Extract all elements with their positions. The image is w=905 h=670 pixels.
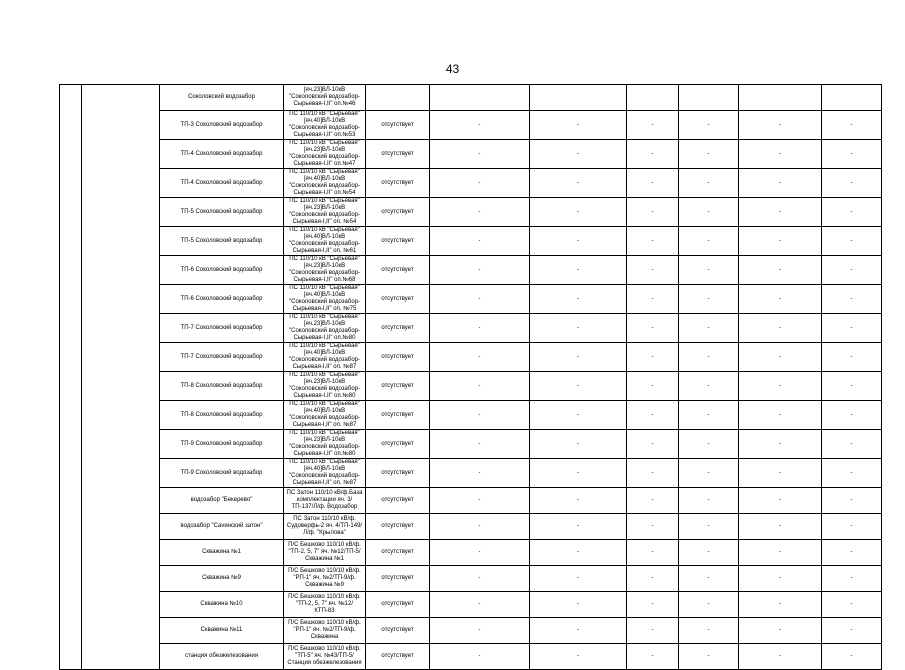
value-cell: - xyxy=(627,459,679,488)
value-cell: - xyxy=(627,514,679,540)
object-name-cell: ТП-9 Соколовский водозабор xyxy=(160,459,284,488)
value-cell: - xyxy=(739,343,822,372)
value-cell: - xyxy=(530,343,627,372)
object-name-cell: Скважина №10 xyxy=(160,592,284,618)
value-cell: - xyxy=(430,256,530,285)
value-cell xyxy=(627,85,679,111)
value-cell xyxy=(430,85,530,111)
value-cell: - xyxy=(627,401,679,430)
value-cell: - xyxy=(739,285,822,314)
value-cell: - xyxy=(627,111,679,140)
value-cell: - xyxy=(679,372,739,401)
value-cell: - xyxy=(679,540,739,566)
status-cell: отсутствует xyxy=(366,256,430,285)
value-cell: - xyxy=(739,401,822,430)
value-cell: - xyxy=(679,488,739,514)
value-cell: - xyxy=(739,514,822,540)
value-cell: - xyxy=(530,514,627,540)
value-cell: - xyxy=(822,459,882,488)
supply-source-cell: ПС 110/10 кВ "Сырьевая" [яч.40]ВЛ-10кВ "Соколовский водозабор-Сырьевая-I,II" оп. №61 xyxy=(284,227,366,256)
value-cell: - xyxy=(627,566,679,592)
value-cell: - xyxy=(627,285,679,314)
supply-source-cell: ПС 110/10 кВ "Сырьевая" [яч.23]ВЛ-10кВ "Соколовский водозабор-Сырьевая-I,II" оп.№47 xyxy=(284,140,366,169)
supply-source-cell: [яч.23]ВЛ-10кВ "Соколовский водозабор-Сырьевая-I,II" оп.№46 xyxy=(284,85,366,111)
table-row xyxy=(60,372,882,401)
supply-source-cell: ПС Затон 110/10 кВ/ф.База комплектации яч. 3/ТП-137/Л/ф. Водозабор xyxy=(284,488,366,514)
value-cell: - xyxy=(430,140,530,169)
table-row xyxy=(60,343,882,372)
value-cell: - xyxy=(627,430,679,459)
value-cell: - xyxy=(739,227,822,256)
value-cell xyxy=(530,85,627,111)
object-name-cell: водозабор "Бекерево" xyxy=(160,488,284,514)
object-name-cell: водозабор "Саvинский затон" xyxy=(160,514,284,540)
object-name-cell: ТП-5 Соколовский водозабор xyxy=(160,198,284,227)
value-cell: - xyxy=(430,488,530,514)
status-cell: отсутствует xyxy=(366,169,430,198)
group-cell xyxy=(82,85,160,670)
value-cell: - xyxy=(430,430,530,459)
value-cell: - xyxy=(739,314,822,343)
supply-source-cell: П/С Бешково 110/10 кВ/ф. "ТП-2, 5, 7" яч. №12/ТП-5/Скважина №1 xyxy=(284,540,366,566)
row-index-cell xyxy=(60,85,82,670)
value-cell: - xyxy=(627,644,679,670)
value-cell: - xyxy=(679,566,739,592)
value-cell: - xyxy=(530,169,627,198)
status-cell: отсутствует xyxy=(366,644,430,670)
object-name-cell: станция обезжелезования xyxy=(160,644,284,670)
value-cell: - xyxy=(430,169,530,198)
value-cell: - xyxy=(822,285,882,314)
value-cell: - xyxy=(430,540,530,566)
value-cell: - xyxy=(822,488,882,514)
supply-source-cell: ПС 110/10 кВ "Сырьевая" [яч.23]ВЛ-10кВ "Соколовский водозабор-Сырьевая-I,II" оп. №54 xyxy=(284,198,366,227)
value-cell: - xyxy=(530,488,627,514)
value-cell: - xyxy=(430,644,530,670)
value-cell: - xyxy=(679,111,739,140)
table-row xyxy=(60,169,882,198)
value-cell: - xyxy=(739,111,822,140)
value-cell: - xyxy=(530,198,627,227)
object-name-cell: ТП-7 Соколовский водозабор xyxy=(160,343,284,372)
value-cell: - xyxy=(822,111,882,140)
value-cell: - xyxy=(739,540,822,566)
value-cell: - xyxy=(430,227,530,256)
value-cell: - xyxy=(530,285,627,314)
status-cell: отсутствует xyxy=(366,430,430,459)
value-cell: - xyxy=(739,488,822,514)
value-cell: - xyxy=(679,198,739,227)
value-cell: - xyxy=(430,514,530,540)
value-cell: - xyxy=(739,372,822,401)
value-cell: - xyxy=(822,540,882,566)
value-cell: - xyxy=(822,566,882,592)
table-body xyxy=(60,85,882,670)
value-cell: - xyxy=(679,140,739,169)
supply-source-cell: П/С Бешково 110/10 кВ/ф. "ТП-5" яч. №43/ТП-5/Станция обезжелезования xyxy=(284,644,366,670)
value-cell: - xyxy=(739,618,822,644)
table-row xyxy=(60,140,882,169)
value-cell: - xyxy=(530,372,627,401)
object-name-cell: ТП-6 Соколовский водозабор xyxy=(160,285,284,314)
value-cell: - xyxy=(627,198,679,227)
table-row xyxy=(60,644,882,670)
table-row xyxy=(60,85,882,111)
supply-source-cell: ПС Затон 110/10 кВ/ф. Судоверфь-2 яч. 4/ТП-149/Л/ф. "Крылова" xyxy=(284,514,366,540)
supply-source-cell: ПС 110/10 кВ "Сырьевая" [яч.23]ВЛ-10кВ "Соколовский водозабор-Сырьевая-I,II" оп.№80 xyxy=(284,430,366,459)
value-cell: - xyxy=(530,566,627,592)
value-cell: - xyxy=(822,256,882,285)
value-cell: - xyxy=(430,372,530,401)
status-cell: отсутствует xyxy=(366,488,430,514)
value-cell: - xyxy=(739,198,822,227)
status-cell: отсутствует xyxy=(366,198,430,227)
object-name-cell: ТП-7 Соколовский водозабор xyxy=(160,314,284,343)
value-cell: - xyxy=(679,256,739,285)
status-cell: отсутствует xyxy=(366,343,430,372)
value-cell: - xyxy=(822,618,882,644)
object-name-cell: Скважина №1 xyxy=(160,540,284,566)
status-cell: отсутствует xyxy=(366,514,430,540)
supply-source-cell: П/С Бешково 110/10 кВ/ф. "РП-1" яч. №2/ТП-9/ф. Скважина xyxy=(284,618,366,644)
value-cell: - xyxy=(822,372,882,401)
value-cell: - xyxy=(530,618,627,644)
value-cell: - xyxy=(739,592,822,618)
value-cell: - xyxy=(530,401,627,430)
object-name-cell: ТП-3 Соколовский водозабор xyxy=(160,111,284,140)
supply-source-cell: ПС 110/10 кВ "Сырьевая" [яч.23]ВЛ-10кВ "Соколовский водозабор-Сырьевая-I,II" оп.№68 xyxy=(284,256,366,285)
table-row xyxy=(60,227,882,256)
object-name-cell: ТП-4 Соколовский водозабор xyxy=(160,140,284,169)
value-cell: - xyxy=(627,372,679,401)
value-cell: - xyxy=(739,566,822,592)
value-cell: - xyxy=(530,227,627,256)
value-cell: - xyxy=(627,256,679,285)
value-cell: - xyxy=(679,169,739,198)
value-cell: - xyxy=(530,256,627,285)
value-cell: - xyxy=(430,592,530,618)
value-cell: - xyxy=(739,430,822,459)
value-cell xyxy=(679,85,739,111)
value-cell: - xyxy=(430,314,530,343)
supply-source-cell: ПС 110/10 кВ "Сырьевая" [яч.40]ВЛ-10кВ "Соколовский водозабор-Сырьевая-I,II" оп. №87 xyxy=(284,459,366,488)
status-cell: отсутствует xyxy=(366,566,430,592)
value-cell: - xyxy=(530,140,627,169)
table-row xyxy=(60,592,882,618)
value-cell: - xyxy=(627,488,679,514)
value-cell: - xyxy=(530,592,627,618)
value-cell: - xyxy=(530,314,627,343)
status-cell: отсутствует xyxy=(366,227,430,256)
status-cell: отсутствует xyxy=(366,140,430,169)
value-cell: - xyxy=(530,540,627,566)
value-cell: - xyxy=(822,198,882,227)
power-supply-table xyxy=(59,84,882,670)
status-cell: отсутствует xyxy=(366,618,430,644)
object-name-cell: ТП-9 Соколовский водозабор xyxy=(160,430,284,459)
value-cell: - xyxy=(822,592,882,618)
supply-source-cell: П/С Бешково 110/10 кВ/ф. "ТП-2, 5, 7" яч. №12/КТП-83 xyxy=(284,592,366,618)
status-cell: отсутствует xyxy=(366,459,430,488)
value-cell: - xyxy=(627,227,679,256)
value-cell: - xyxy=(627,343,679,372)
value-cell: - xyxy=(679,314,739,343)
table-row xyxy=(60,198,882,227)
table-row xyxy=(60,256,882,285)
status-cell: отсутствует xyxy=(366,401,430,430)
value-cell: - xyxy=(627,618,679,644)
value-cell: - xyxy=(627,540,679,566)
object-name-cell: Скважина №9 xyxy=(160,566,284,592)
status-cell: отсутствует xyxy=(366,111,430,140)
status-cell: отсутствует xyxy=(366,285,430,314)
object-name-cell: ТП-5 Соколовский водозабор xyxy=(160,227,284,256)
value-cell: - xyxy=(430,459,530,488)
value-cell: - xyxy=(679,592,739,618)
status-cell: отсутствует xyxy=(366,540,430,566)
value-cell: - xyxy=(822,343,882,372)
page-number: 43 xyxy=(445,62,460,76)
status-cell: отсутствует xyxy=(366,592,430,618)
supply-source-cell: ПС 110/10 кВ "Сырьевая" [яч.40]ВЛ-10кВ "Соколовский водозабор-Сырьевая-I,II" оп.№54 xyxy=(284,169,366,198)
value-cell: - xyxy=(822,401,882,430)
value-cell: - xyxy=(739,256,822,285)
table-row xyxy=(60,401,882,430)
value-cell: - xyxy=(430,111,530,140)
object-name-cell: ТП-8 Соколовский водозабор xyxy=(160,372,284,401)
supply-source-cell: П/С Бешково 110/10 кВ/ф. "РП-1" яч. №2/ТП-9/ф. Скважина №9 xyxy=(284,566,366,592)
value-cell: - xyxy=(530,430,627,459)
value-cell: - xyxy=(530,111,627,140)
object-name-cell: Скважина №11 xyxy=(160,618,284,644)
supply-source-cell: ПС 110/10 кВ "Сырьевая" [яч.23]ВЛ-10кВ "Соколовский водозабор-Сырьевая-I,II" оп.№80 xyxy=(284,314,366,343)
value-cell: - xyxy=(430,285,530,314)
supply-source-cell: ПС 110/10 кВ "Сырьевая" [яч.40]ВЛ-10кВ "Соколовский водозабор-Сырьевая-I,II" оп. №75 xyxy=(284,285,366,314)
value-cell: - xyxy=(627,592,679,618)
object-name-cell: ТП-4 Соколовский водозабор xyxy=(160,169,284,198)
value-cell: - xyxy=(679,343,739,372)
value-cell: - xyxy=(530,644,627,670)
value-cell: - xyxy=(679,459,739,488)
table-row xyxy=(60,566,882,592)
value-cell: - xyxy=(627,140,679,169)
value-cell: - xyxy=(822,314,882,343)
value-cell: - xyxy=(822,140,882,169)
value-cell: - xyxy=(679,644,739,670)
table-row xyxy=(60,459,882,488)
value-cell xyxy=(739,85,822,111)
value-cell: - xyxy=(430,618,530,644)
supply-source-cell: ПС 110/10 кВ "Сырьевая" [яч.40]ВЛ-10кВ "Соколовский водозабор-Сырьевая-I,II" оп. №87 xyxy=(284,401,366,430)
value-cell: - xyxy=(739,140,822,169)
object-name-cell: ТП-8 Соколовский водозабор xyxy=(160,401,284,430)
value-cell: - xyxy=(679,401,739,430)
value-cell: - xyxy=(679,285,739,314)
value-cell: - xyxy=(530,459,627,488)
value-cell xyxy=(822,85,882,111)
table-row xyxy=(60,514,882,540)
value-cell: - xyxy=(679,430,739,459)
table-row xyxy=(60,540,882,566)
value-cell: - xyxy=(822,514,882,540)
table-row xyxy=(60,488,882,514)
value-cell: - xyxy=(822,644,882,670)
supply-source-cell: ПС 110/10 кВ "Сырьевая" [яч.40]ВЛ-10кВ "Соколовский водозабор-Сырьевая-I,II" оп.№53 xyxy=(284,111,366,140)
value-cell: - xyxy=(430,343,530,372)
value-cell: - xyxy=(679,618,739,644)
status-cell: отсутствует xyxy=(366,372,430,401)
status-cell: отсутствует xyxy=(366,314,430,343)
value-cell: - xyxy=(627,169,679,198)
status-cell xyxy=(366,85,430,111)
value-cell: - xyxy=(822,430,882,459)
value-cell: - xyxy=(822,227,882,256)
value-cell: - xyxy=(739,644,822,670)
table-row xyxy=(60,314,882,343)
value-cell: - xyxy=(430,198,530,227)
value-cell: - xyxy=(430,566,530,592)
value-cell: - xyxy=(679,514,739,540)
supply-source-cell: ПС 110/10 кВ "Сырьевая" [яч.40]ВЛ-10кВ "Соколовский водозабор-Сырьевая-I,II" оп. №87 xyxy=(284,343,366,372)
table-row xyxy=(60,111,882,140)
object-name-cell: Соколовский водозабор xyxy=(160,85,284,111)
value-cell: - xyxy=(822,169,882,198)
supply-source-cell: ПС 110/10 кВ "Сырьевая" [яч.23]ВЛ-10кВ "Соколовский водозабор-Сырьевая-I,II" оп.№80 xyxy=(284,372,366,401)
value-cell: - xyxy=(627,314,679,343)
object-name-cell: ТП-6 Соколовский водозабор xyxy=(160,256,284,285)
table-row xyxy=(60,285,882,314)
value-cell: - xyxy=(739,169,822,198)
table-row xyxy=(60,430,882,459)
value-cell: - xyxy=(739,459,822,488)
value-cell: - xyxy=(430,401,530,430)
value-cell: - xyxy=(679,227,739,256)
